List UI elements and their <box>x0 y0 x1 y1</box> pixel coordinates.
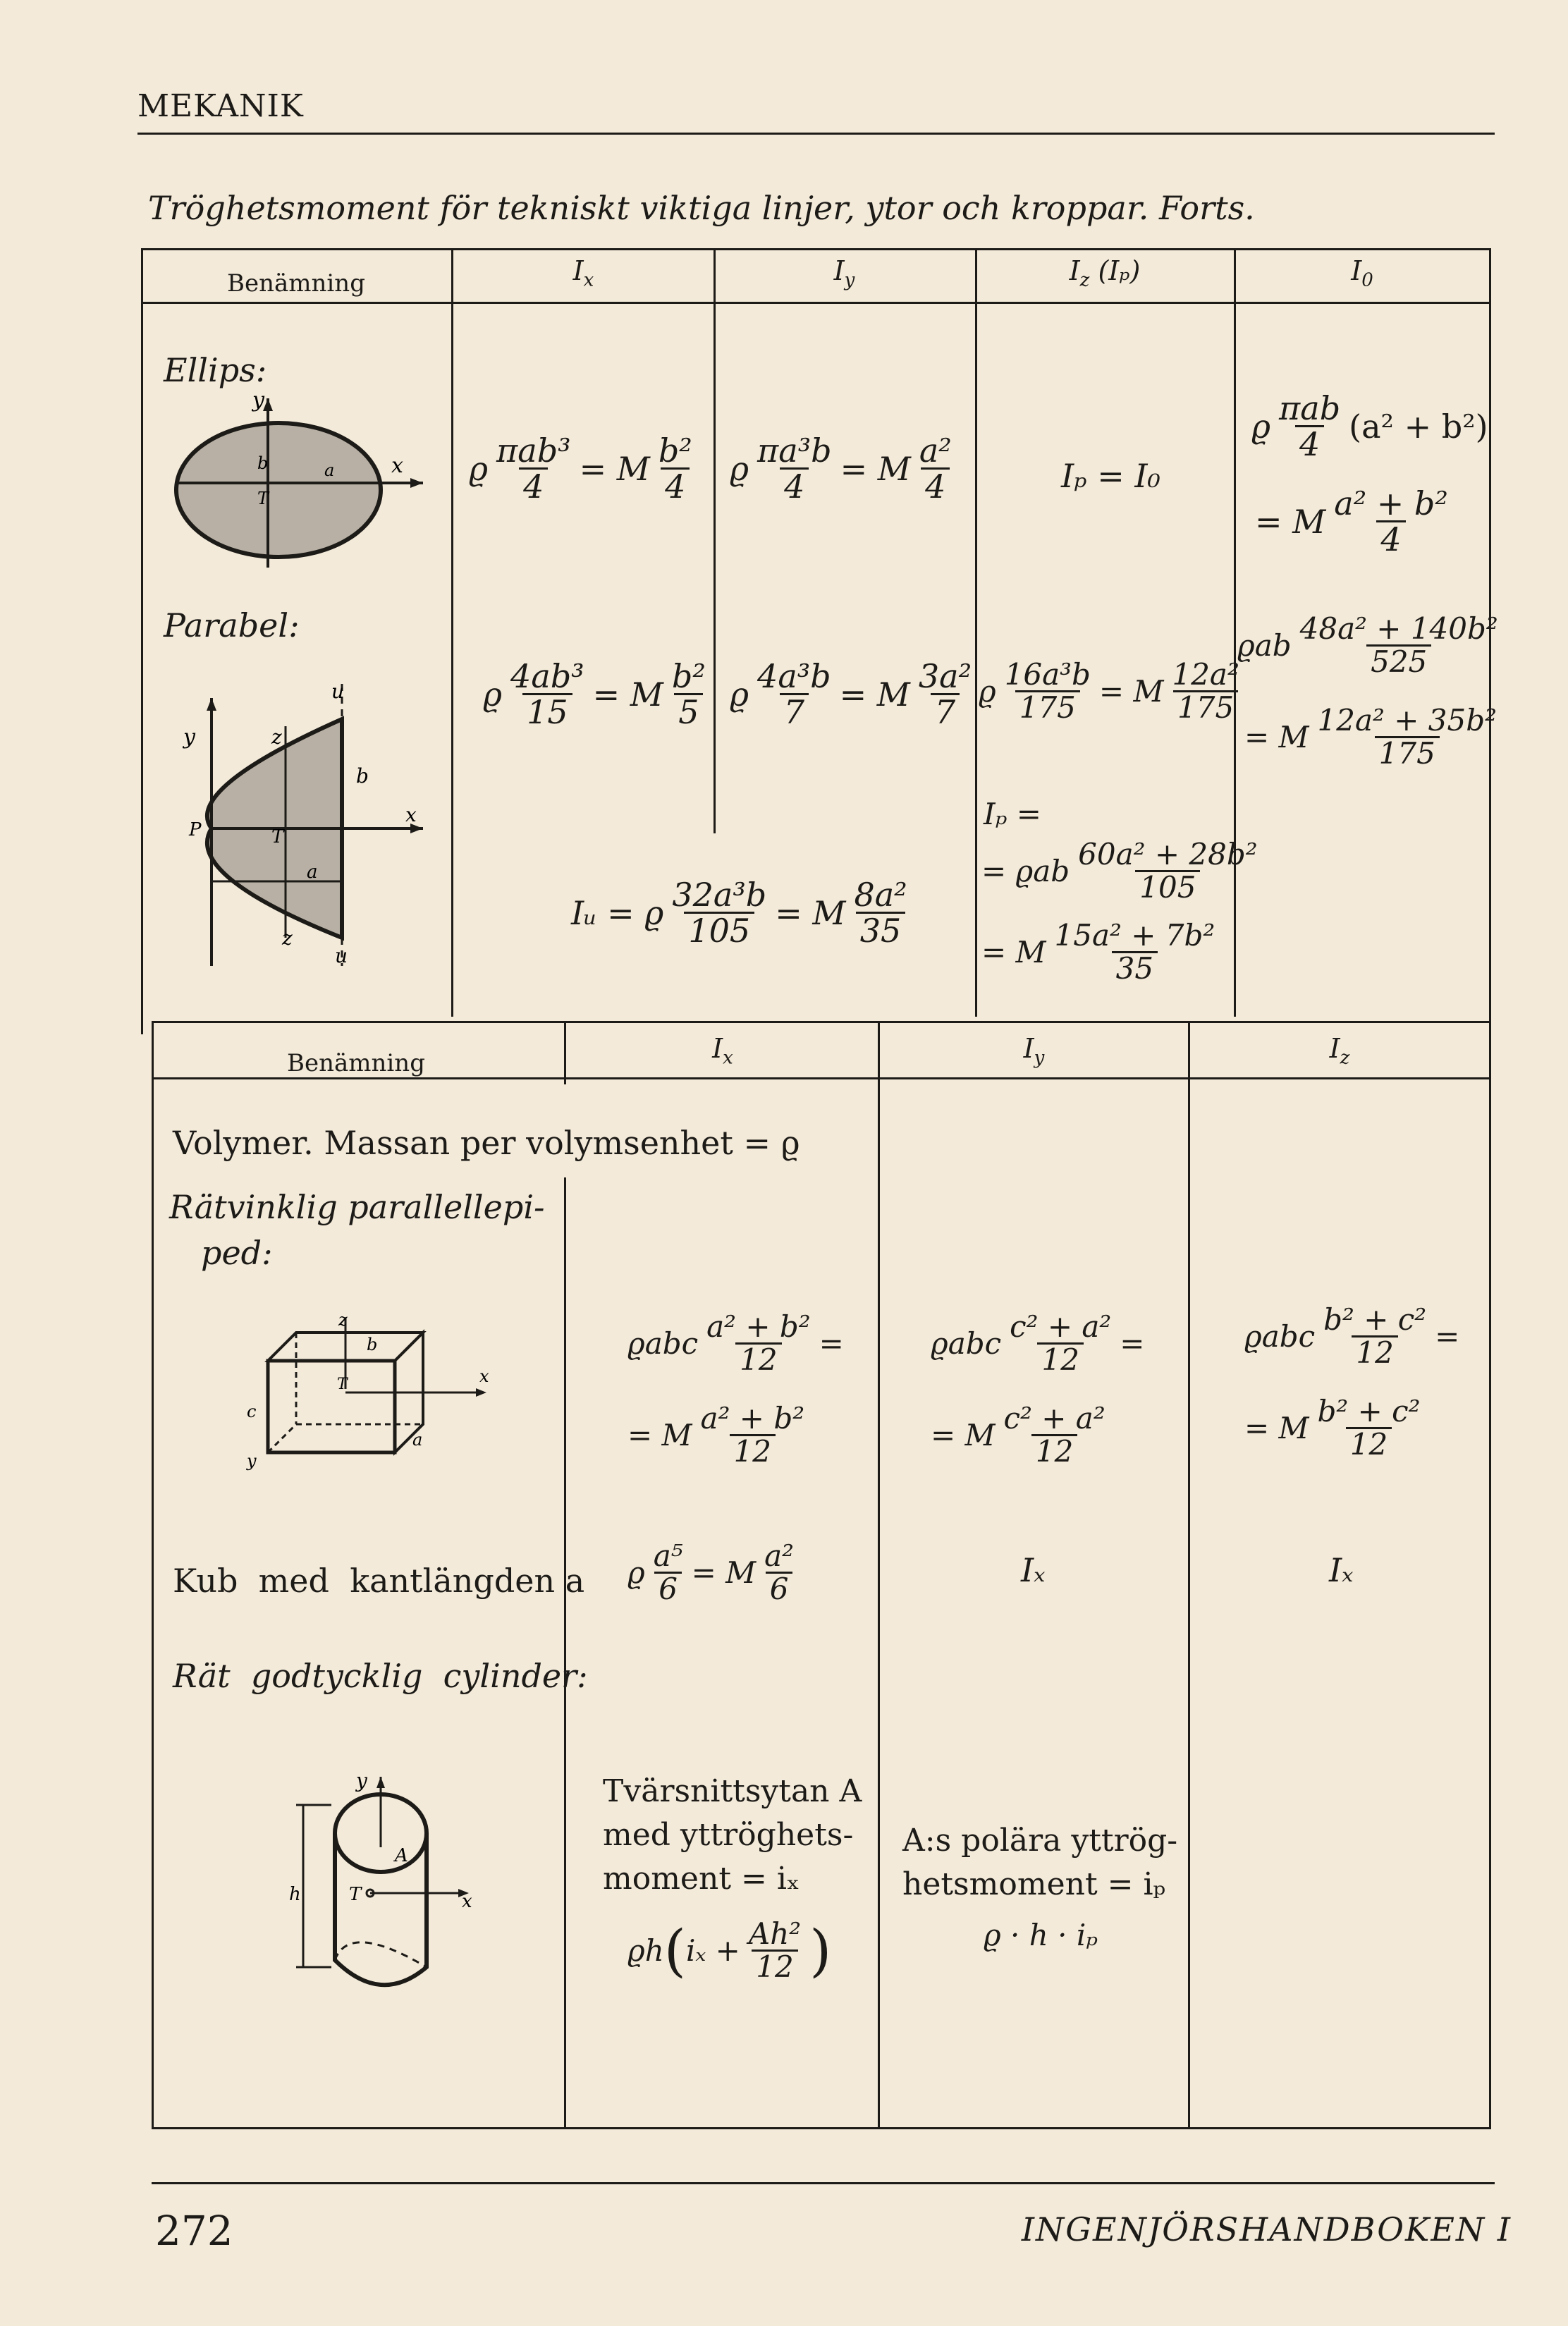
svg-text:T: T <box>349 1884 362 1905</box>
svg-text:y: y <box>247 1451 257 1471</box>
parabel-iy-formula: ϱ $\frac{\text{4a³b}}{7}$ = M $\frac{\text{3a²}}{7}$ <box>730 657 972 732</box>
parabel-i0-formula-1: ϱab $\frac{\text{48a² + 140b²}}{525}$ <box>1237 611 1498 680</box>
table1-col-sep-3 <box>975 248 977 1017</box>
parallelepiped-iy-formula-2: = M $\frac{\text{c² + a²}}{12}$ <box>931 1401 1105 1469</box>
page-number: 272 <box>155 2207 233 2255</box>
svg-text:z: z <box>271 726 282 749</box>
parallelepiped-figure <box>233 1311 501 1474</box>
svg-text:A: A <box>395 1845 408 1866</box>
parallelepiped-iz-formula-2: = M $\frac{\text{b² + c²}}{12}$ <box>1244 1394 1421 1462</box>
table1-left-border <box>141 248 143 1034</box>
table2-col-sep-1b <box>564 1177 566 2127</box>
parabel-ip-formula-2: = M $\frac{\text{15a² + 7b²}}{35}$ <box>981 918 1215 986</box>
parabel-ip-label: Iₚ = <box>984 797 1041 831</box>
svg-text:P: P <box>189 819 202 840</box>
table-caption: Tröghetsmoment för tekniskt viktiga linjer, ytor och kroppar. Forts. <box>148 189 1255 227</box>
svg-text:T: T <box>337 1376 348 1393</box>
table2-col-sep-3 <box>1188 1021 1190 2127</box>
parallelepiped-ix-formula-2: = M $\frac{\text{a² + b²}}{12}$ <box>627 1401 805 1469</box>
svg-text:T: T <box>257 489 269 508</box>
cylinder-label: Rät godtycklig cylinder: <box>173 1657 588 1695</box>
parallelepiped-iz-formula-1: ϱabc $\frac{\text{b² + c²}}{12}$ = <box>1244 1302 1460 1371</box>
parallelepiped-ix-formula-1: ϱabc $\frac{\text{a² + b²}}{12}$ = <box>627 1309 844 1378</box>
svg-text:b: b <box>257 453 269 473</box>
cylinder-ix-formula: ϱh ( iₓ + $\frac{\text{Ah²}}{12}$ ) <box>627 1916 832 1984</box>
svg-text:c: c <box>247 1402 257 1421</box>
svg-text:x: x <box>462 1891 472 1912</box>
table2-col-sep-2 <box>878 1021 880 2127</box>
t1-header-iy: $I_y$ <box>833 255 855 291</box>
table1-col-sep-1 <box>451 248 453 1017</box>
svg-text:u: u <box>335 944 348 967</box>
ellipse-x-label: x <box>391 453 403 478</box>
volymer-heading: Volymer. Massan per volymsenhet = ϱ <box>173 1124 800 1162</box>
svg-text:z: z <box>282 926 293 950</box>
kub-ix-formula: ϱ $\frac{\text{a⁵}}{6}$ = M $\frac{\text{a²}}{6}$ <box>627 1538 795 1607</box>
parabel-ix-formula: ϱ $\frac{\text{4ab³}}{15}$ = M $\frac{\text{b²}}{5}$ <box>483 657 706 732</box>
ellips-iz-formula: Iₚ = I₀ <box>1061 457 1160 495</box>
book-title: INGENJÖRSHANDBOKEN I <box>1021 2210 1512 2248</box>
ellipse-y-label: y <box>252 391 264 412</box>
table1-col-sep-2 <box>713 248 716 833</box>
t2-header-ix: $I_x$ <box>712 1033 733 1069</box>
t2-header-name: Benämning <box>287 1049 425 1077</box>
parallelepiped-label-2: ped: <box>201 1234 273 1272</box>
t1-header-i0: $I_0$ <box>1351 255 1373 291</box>
t2-header-iz: $I_z$ <box>1329 1033 1350 1069</box>
ellips-i0-formula-1: ϱ $\frac{\text{πab}}{4}$ (a² + b²) <box>1251 389 1488 464</box>
table2-bottom-border <box>152 2127 1491 2129</box>
parabel-figure <box>169 677 430 973</box>
svg-text:y: y <box>183 725 195 749</box>
parabel-i0-formula-2: = M $\frac{\text{12a² + 35b²}}{175}$ <box>1244 703 1497 771</box>
header-rule <box>137 133 1495 135</box>
table1-top-border <box>141 248 1491 250</box>
kub-iz: Iₓ <box>1329 1551 1354 1589</box>
kub-label: Kub med kantlängden a <box>173 1562 585 1600</box>
svg-text:y: y <box>356 1770 367 1792</box>
t1-header-iz: $I_z$ (Iₚ) <box>1069 255 1141 291</box>
svg-text:b: b <box>356 764 369 788</box>
svg-text:u: u <box>331 680 345 703</box>
table1-header-border <box>141 302 1491 304</box>
parabel-iu-formula: Iᵤ = ϱ $\frac{\text{32a³b}}{105}$ = M $\frac{\text{8a²}}{35}$ <box>571 876 907 950</box>
ellipse-figure <box>162 391 430 575</box>
table2-col-sep-1 <box>564 1021 566 1084</box>
cylinder-figure <box>289 1770 479 2002</box>
parallelepiped-iy-formula-1: ϱabc $\frac{\text{c² + a²}}{12}$ = <box>931 1309 1145 1378</box>
table2-top-border <box>152 1021 1491 1023</box>
svg-text:h: h <box>289 1884 301 1905</box>
parabel-ip-formula-1: = ϱab $\frac{\text{60a² + 28b²}}{105}$ <box>981 837 1258 905</box>
svg-text:a: a <box>307 862 318 883</box>
table2-header-border <box>152 1077 1491 1079</box>
svg-text:b: b <box>367 1335 378 1354</box>
svg-text:z: z <box>338 1311 348 1330</box>
parallelepiped-label-1: Rätvinklig parallellepi- <box>169 1188 545 1226</box>
cylinder-ix-text: Tvärsnittsytan A med yttröghets- moment = iₓ <box>603 1773 862 1897</box>
t2-header-iy: $I_y$ <box>1023 1033 1045 1069</box>
svg-text:a: a <box>324 460 335 480</box>
ellips-ix-formula: ϱ $\frac{\text{πab³}}{4}$ = M $\frac{\text{b²}}{4}$ <box>469 431 692 506</box>
svg-text:x: x <box>405 803 417 826</box>
parabel-iz-formula: ϱ $\frac{\text{16a³b}}{175}$ = M $\frac{\text{12a²}}{175}$ <box>979 657 1239 726</box>
t1-header-name: Benämning <box>227 269 365 298</box>
cylinder-iy-formula: ϱ · h · iₚ <box>984 1918 1098 1952</box>
ellips-i0-formula-2: = M $\frac{\text{a² + b²}}{4}$ <box>1255 484 1448 559</box>
t1-header-ix: $I_x$ <box>572 255 594 291</box>
section-header: MEKANIK <box>137 88 304 124</box>
parabel-label: Parabel: <box>164 606 300 644</box>
svg-text:T: T <box>271 826 284 847</box>
table2-left-border <box>152 1021 154 2129</box>
cylinder-iy-text: A:s polära yttrög- hetsmoment = iₚ <box>902 1823 1178 1902</box>
ellips-iy-formula: ϱ $\frac{\text{πa³b}}{4}$ = M $\frac{\text{a²}}{4}$ <box>730 431 952 506</box>
svg-text:a: a <box>412 1430 423 1450</box>
svg-text:x: x <box>479 1366 489 1386</box>
ellips-label: Ellips: <box>164 351 267 389</box>
footer-rule <box>152 2182 1495 2184</box>
kub-iy: Iₓ <box>1021 1551 1046 1589</box>
table2-right-border <box>1489 1021 1491 2129</box>
